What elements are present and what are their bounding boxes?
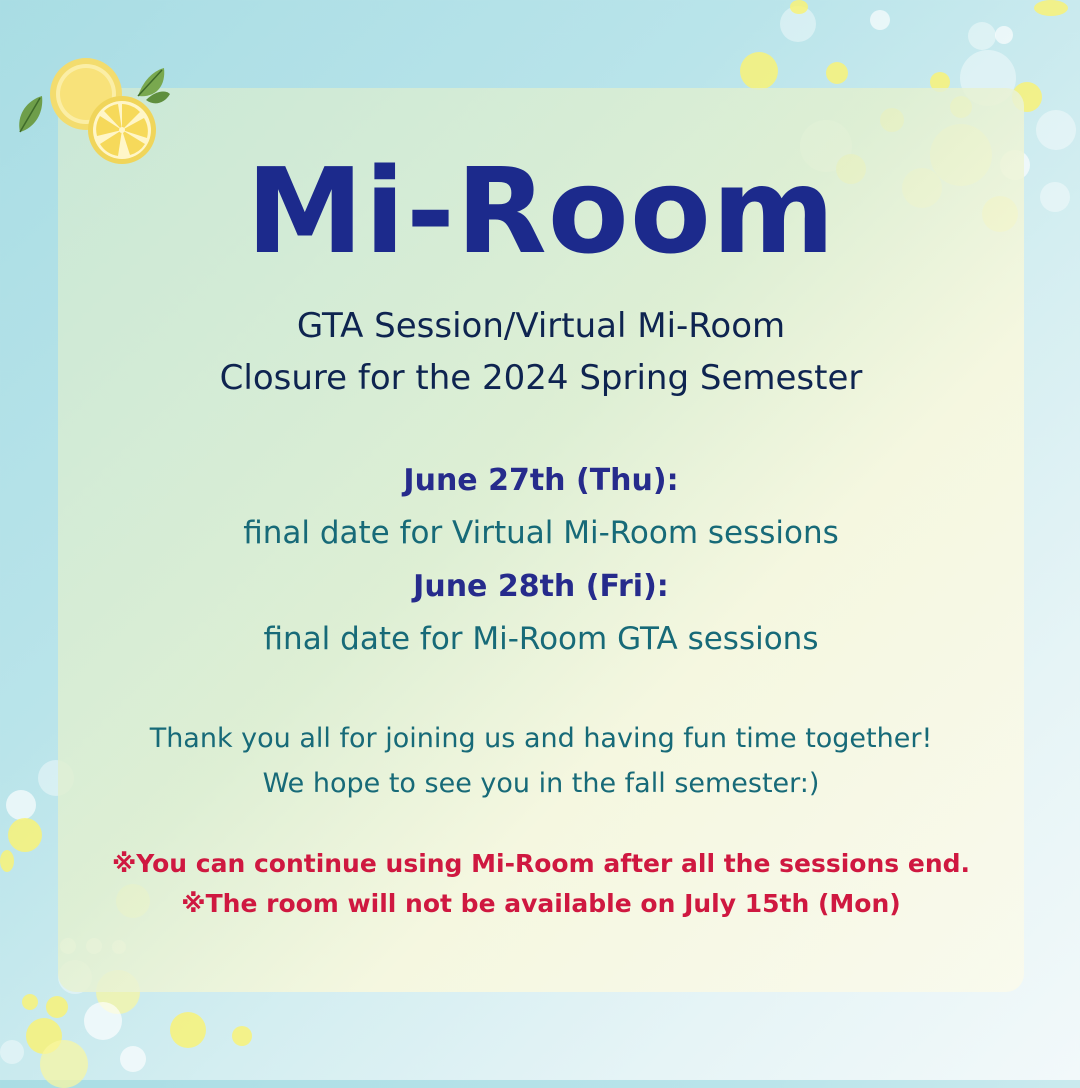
note-line: ※You can continue using Mi-Room after all the sessions end. <box>111 849 971 878</box>
bokeh-circle <box>22 994 38 1010</box>
bokeh-circle <box>8 818 42 852</box>
bokeh-circle <box>826 62 848 84</box>
bokeh-circle <box>120 1046 146 1072</box>
bokeh-circle <box>84 1002 122 1040</box>
date-label: June 27th (Thu): <box>403 463 679 498</box>
bokeh-circle <box>46 996 68 1018</box>
bokeh-circle <box>0 1040 24 1064</box>
date-description: final date for Virtual Mi-Room sessions <box>243 515 839 551</box>
announcement <box>58 88 1024 924</box>
notes <box>58 844 1024 924</box>
date-description: final date for Mi-Room GTA sessions <box>263 621 819 657</box>
subtitle <box>58 300 1024 404</box>
closure-dates <box>58 454 1024 666</box>
thank-you-message <box>58 716 1024 806</box>
thanks-line: We hope to see you in the fall semester:) <box>262 768 820 799</box>
date-label: June 28th (Fri): <box>413 569 669 604</box>
bokeh-circle <box>1034 0 1068 16</box>
bokeh-circle <box>740 52 778 90</box>
page-title: Mi-Room <box>246 142 836 280</box>
bokeh-circle <box>995 26 1013 44</box>
subtitle-line: GTA Session/Virtual Mi-Room <box>296 306 786 346</box>
bokeh-circle <box>40 1040 88 1088</box>
bokeh-circle <box>170 1012 206 1048</box>
bokeh-circle <box>1036 110 1076 150</box>
bokeh-circle <box>790 0 808 14</box>
bokeh-circle <box>870 10 890 30</box>
note-line: ※The room will not be available on July 15th (Mon) <box>181 889 901 918</box>
bokeh-circle <box>1040 182 1070 212</box>
bokeh-circle <box>968 22 996 50</box>
subtitle-line: Closure for the 2024 Spring Semester <box>219 358 863 398</box>
bokeh-circle <box>6 790 36 820</box>
thanks-line: Thank you all for joining us and having fun time together! <box>149 723 933 754</box>
bokeh-circle <box>232 1026 252 1046</box>
bokeh-circle <box>0 850 14 872</box>
